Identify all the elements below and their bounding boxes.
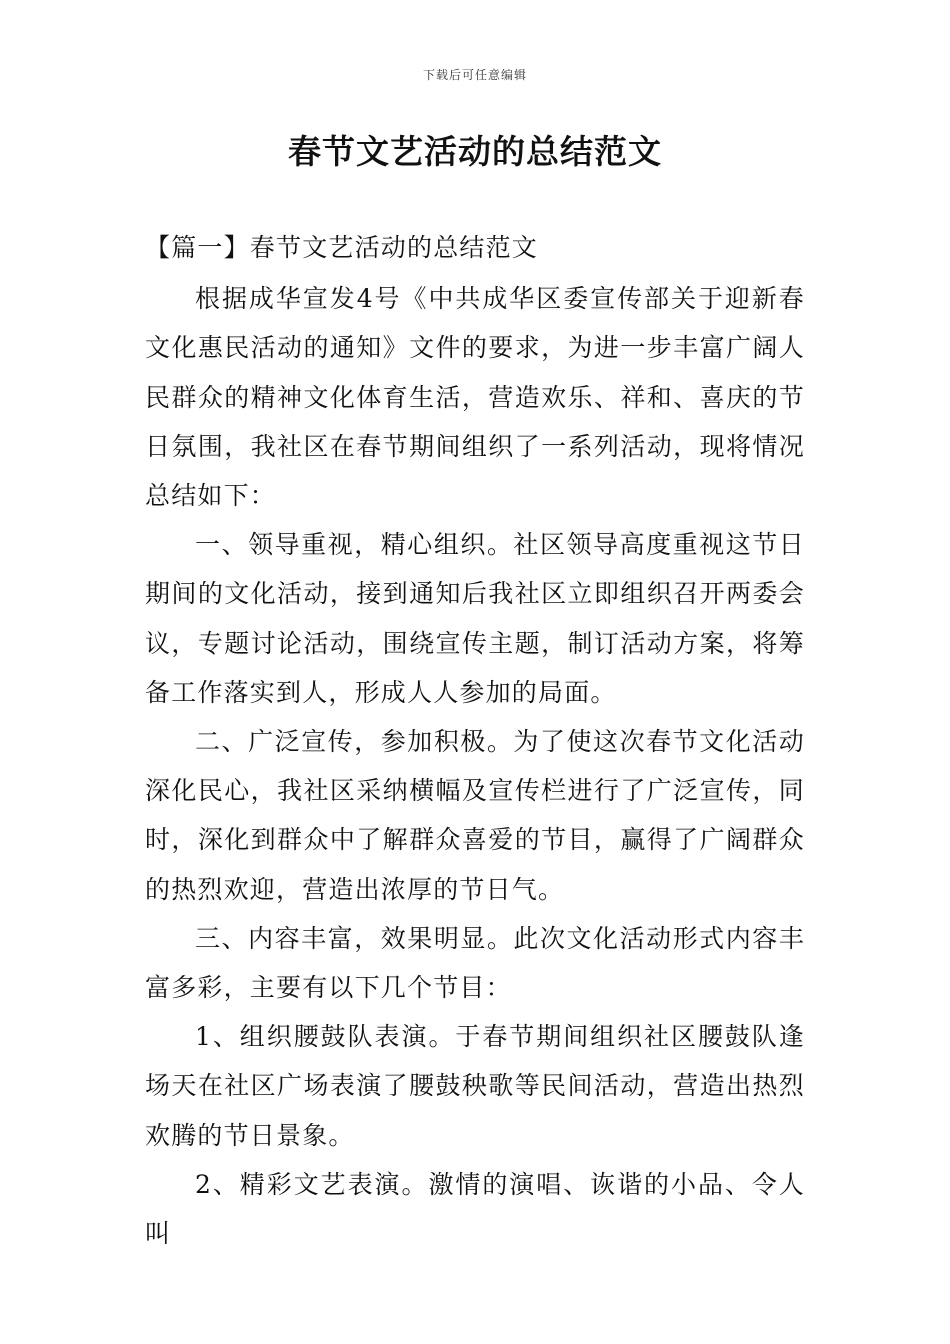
paragraph-content: 三、内容丰富，效果明显。此次文化活动形式内容丰富多彩，主要有以下几个节目： (145, 923, 805, 1003)
document-title: 春节文艺活动的总结范文 (288, 132, 662, 171)
paragraph-item-2: 2、精彩文艺表演。激情的演唱、诙谐的小品、令人叫 (145, 1169, 805, 1249)
paragraph-intro: 根据成华宣发4号《中共成华区委宣传部关于迎新春文化惠民活动的通知》文件的要求，为进一步丰富广阔人民群众的精神文化体育生活，营造欢乐、祥和、喜庆的节日氛围，我社区在春节期间组织了一系列活动，现将情况总结如下： (145, 284, 805, 511)
section-heading: 【篇一】春节文艺活动的总结范文 (145, 233, 539, 262)
paragraph-leadership: 一、领导重视，精心组织。社区领导高度重视这节日期间的文化活动，接到通知后我社区立即组织召开两委会议，专题讨论活动，围绕宣传主题，制订活动方案，将筹备工作落实到人，形成人人参加的局面。 (145, 530, 805, 707)
paragraph-item-1: 1、组织腰鼓队表演。于春节期间组织社区腰鼓队逢场天在社区广场表演了腰鼓秧歌等民间活动，营造出热烈欢腾的节日景象。 (145, 1022, 805, 1150)
header-note: 下载后可任意编辑 (422, 68, 527, 82)
paragraph-publicity: 二、广泛宣传，参加积极。为了使这次春节文化活动深化民心，我社区采纳横幅及宣传栏进行了广泛宣传，同时，深化到群众中了解群众喜爱的节目，赢得了广阔群众的热烈欢迎，营造出浓厚的节日气。 (145, 727, 805, 904)
document-body (145, 223, 805, 1258)
